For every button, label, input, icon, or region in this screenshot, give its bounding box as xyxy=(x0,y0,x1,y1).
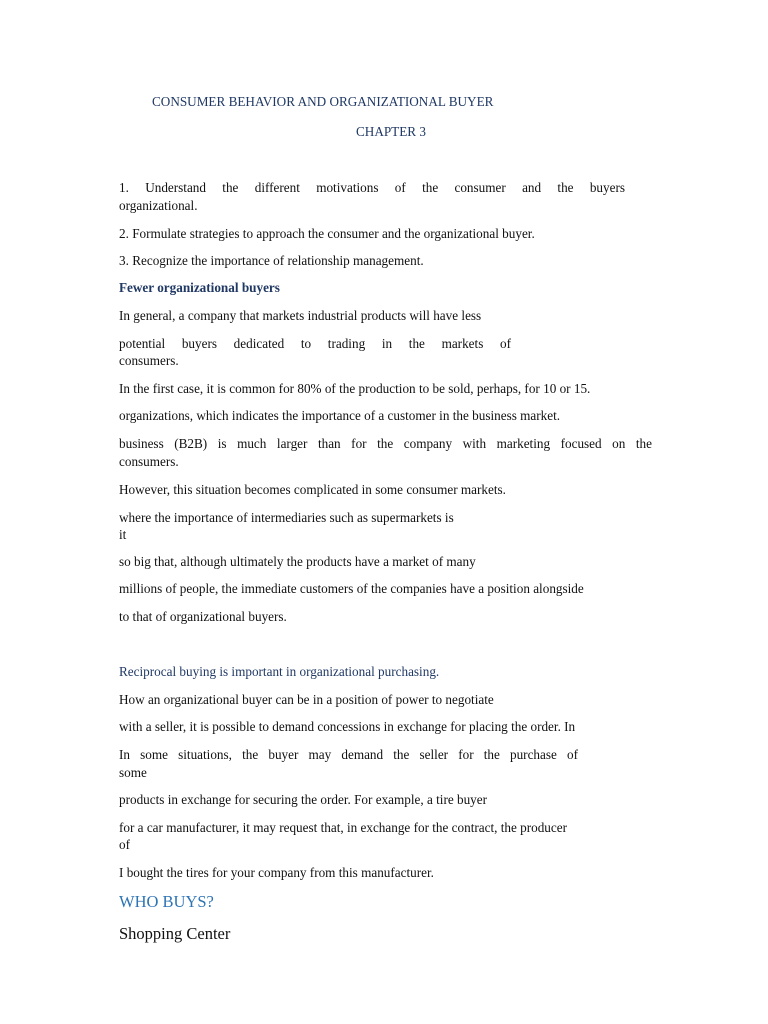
paragraph-line: it xyxy=(119,527,127,542)
paragraph-line: of xyxy=(119,837,130,852)
paragraph-line: with a seller, it is possible to demand concessions in exchange for placing the order. In xyxy=(119,719,576,734)
paragraph-line: I bought the tires for your company from this manufacturer. xyxy=(119,865,434,880)
paragraph-line: potential buyers dedicated to trading in the markets of xyxy=(119,336,511,351)
objective-3: 3. Recognize the importance of relationship management. xyxy=(119,253,424,268)
section-heading-fewer-buyers: Fewer organizational buyers xyxy=(119,280,280,295)
paragraph-line: for a car manufacturer, it may request that, in exchange for the contract, the producer xyxy=(119,820,568,835)
objective-2: 2. Formulate strategies to approach the consumer and the organizational buyer. xyxy=(119,226,535,241)
paragraph-line: organizations, which indicates the importance of a customer in the business market. xyxy=(119,408,561,423)
section-heading-reciprocal-buying: Reciprocal buying is important in organizational purchasing. xyxy=(119,664,440,679)
paragraph-line: millions of people, the immediate customers of the companies have a position alongside xyxy=(119,581,584,596)
paragraph-line: In general, a company that markets industrial products will have less xyxy=(119,308,482,323)
paragraph-line: However, this situation becomes complicated in some consumer markets. xyxy=(119,482,506,497)
paragraph-line: products in exchange for securing the order. For example, a tire buyer xyxy=(119,792,488,807)
heading-shopping-center: Shopping Center xyxy=(119,924,231,943)
paragraph-line: In the first case, it is common for 80% of the production to be sold, perhaps, for 10 or 15. xyxy=(119,381,591,396)
objective-1-line-2: organizational. xyxy=(119,198,198,213)
chapter-label: CHAPTER 3 xyxy=(356,124,426,139)
paragraph-line: consumers. xyxy=(119,454,179,469)
paragraph-line: so big that, although ultimately the products have a market of many xyxy=(119,554,476,569)
paragraph-line: to that of organizational buyers. xyxy=(119,609,287,624)
paragraph-line: How an organizational buyer can be in a position of power to negotiate xyxy=(119,692,494,707)
document-title: CONSUMER BEHAVIOR AND ORGANIZATIONAL BUYER xyxy=(152,94,494,109)
heading-who-buys: WHO BUYS? xyxy=(119,892,214,911)
paragraph-line: business (B2B) is much larger than for the company with marketing focused on the xyxy=(119,436,652,451)
paragraph-line: consumers. xyxy=(119,353,179,368)
paragraph-line: where the importance of intermediaries such as supermarkets is xyxy=(119,510,454,525)
paragraph-line: some xyxy=(119,765,147,780)
objective-1-line-1: 1. Understand the different motivations of the consumer and the buyers xyxy=(119,180,625,195)
paragraph-line: In some situations, the buyer may demand the seller for the purchase of xyxy=(119,747,578,762)
